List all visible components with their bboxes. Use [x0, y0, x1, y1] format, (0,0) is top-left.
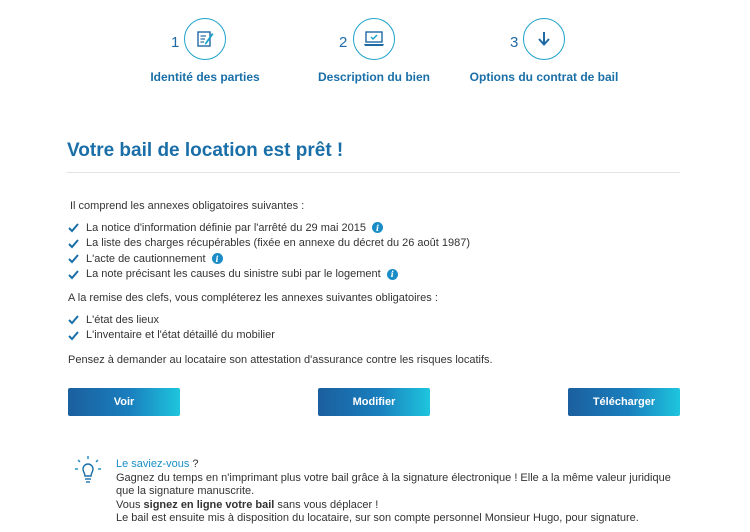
list-item	[68, 328, 275, 344]
check-icon	[68, 269, 79, 280]
check-icon	[68, 330, 79, 341]
list-item-text: L'acte de cautionnement	[86, 252, 206, 265]
step-number: 1	[171, 34, 180, 51]
laptop-check-icon	[363, 30, 385, 48]
list-item-text: La notice d'information définie par l'arrêté du 29 mai 2015	[86, 221, 366, 234]
list-item-text: L'état des lieux	[86, 313, 160, 326]
page-title: Votre bail de location est prêt !	[67, 140, 344, 161]
list-item-text: L'inventaire et l'état détaillé du mobilier	[86, 329, 275, 342]
download-arrow-icon	[536, 30, 552, 48]
tip-heading	[116, 458, 676, 472]
step-circle	[184, 18, 226, 60]
list-item-text: La note précisant les causes du sinistre subi par le logement	[86, 268, 381, 281]
tip-heading-text: Le saviez-vous	[116, 458, 190, 470]
progress-steps	[0, 18, 750, 108]
step-circle	[523, 18, 565, 60]
mandatory-annexes-list	[68, 220, 470, 282]
check-icon	[68, 314, 79, 325]
step-label: Options du contrat de bail	[469, 70, 619, 84]
check-icon	[68, 253, 79, 264]
tip-text: sans vous déplacer !	[274, 498, 379, 511]
lightbulb-icon	[74, 455, 102, 485]
list-item	[68, 220, 470, 236]
step-number: 2	[339, 34, 348, 51]
check-icon	[68, 222, 79, 233]
keys-annexes-list	[68, 312, 275, 343]
tip-heading-mark: ?	[189, 458, 199, 470]
list-item	[68, 236, 470, 252]
check-icon	[68, 238, 79, 249]
insurance-note: Pensez à demander au locataire son attestation d'assurance contre les risques locatifs.	[68, 354, 493, 366]
info-icon[interactable]: i	[372, 222, 383, 233]
tip-text: Vous	[116, 498, 144, 511]
list-item	[68, 251, 470, 267]
edit-button[interactable]: Modifier	[318, 388, 430, 416]
view-button[interactable]: Voir	[68, 388, 180, 416]
list-item-text: La liste des charges récupérables (fixée en annexe du décret du 26 août 1987)	[86, 237, 471, 250]
list-item	[68, 312, 275, 328]
info-icon[interactable]: i	[212, 253, 223, 264]
step-label: Description du bien	[317, 70, 430, 84]
list-item	[68, 267, 470, 283]
step-circle	[353, 18, 395, 60]
annexes-intro: Il comprend les annexes obligatoires suivantes :	[70, 200, 305, 212]
info-icon[interactable]: i	[387, 269, 398, 280]
tip-bold-text: signez en ligne votre bail	[143, 498, 275, 511]
edit-document-icon	[195, 29, 215, 49]
step-label: Identité des parties	[150, 70, 260, 84]
tip-line: Gagnez du temps en n'imprimant plus votre bail grâce à la signature électronique ! Elle a la même valeur juridique que la signature manuscrite.	[116, 471, 671, 497]
divider	[67, 172, 680, 173]
keys-intro: A la remise des clefs, vous compléterez les annexes suivantes obligatoires :	[68, 292, 438, 304]
step-number: 3	[510, 34, 519, 51]
tip-line: Le bail est ensuite mis à disposition du locataire, sur son compte personnel Monsieur Hugo, pour signature.	[116, 512, 639, 524]
download-button[interactable]: Télécharger	[568, 388, 680, 416]
tip-box	[116, 458, 676, 526]
tip-line	[116, 499, 676, 513]
